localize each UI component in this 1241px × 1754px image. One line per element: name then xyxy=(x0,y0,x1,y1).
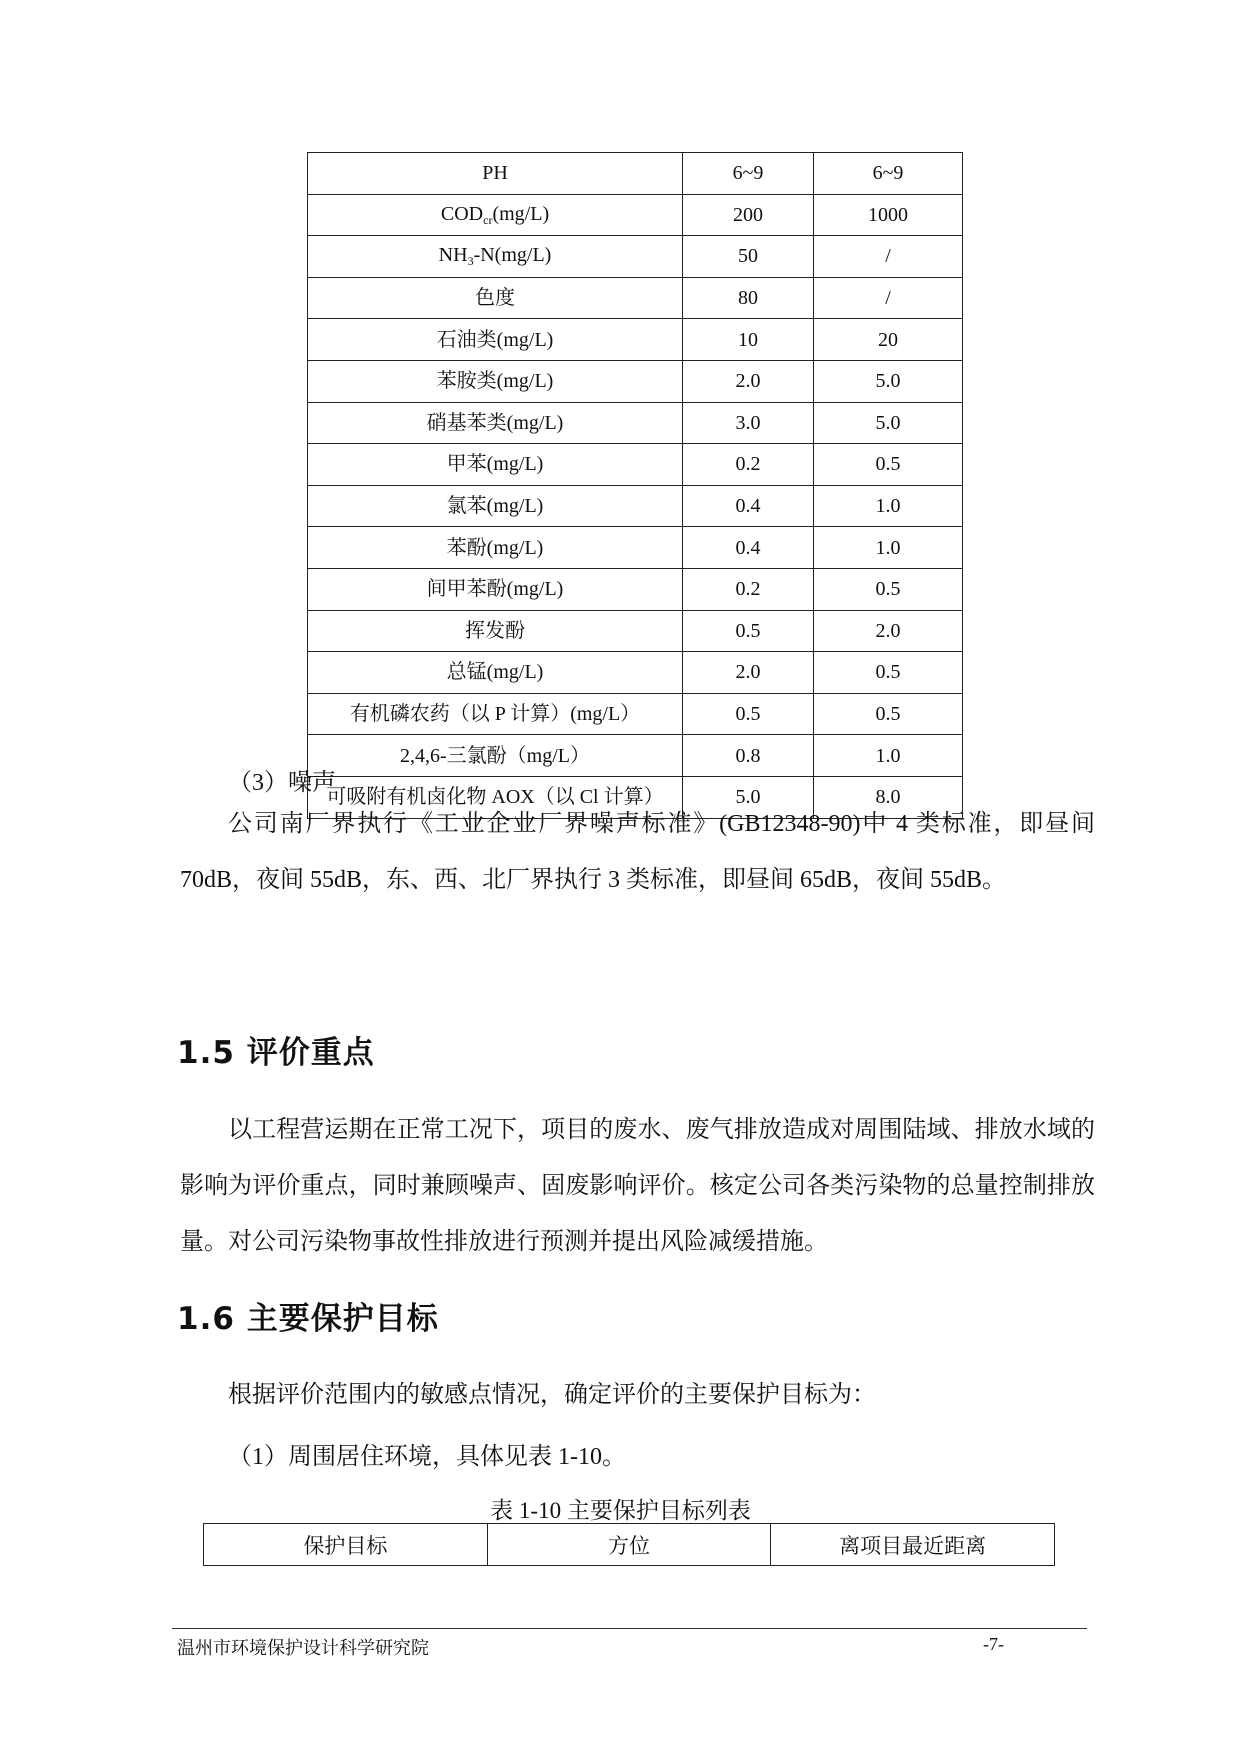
limit-value-cell: 2.0 xyxy=(814,610,963,652)
footer-divider xyxy=(172,1628,1087,1629)
limit-value-cell: 0.4 xyxy=(683,527,814,569)
parameter-cell: 间甲苯酚(mg/L) xyxy=(308,568,683,610)
parameter-cell: 总锰(mg/L) xyxy=(308,652,683,694)
parameter-cell: 甲苯(mg/L) xyxy=(308,444,683,486)
noise-paragraph: 公司南厂界执行《工业企业厂界噪声标准》(GB12348-90)中 4 类标准，即昼间 70dB，夜间 55dB，东、西、北厂界执行 3 类标准，即昼间 65dB，夜间 55dB。 xyxy=(180,811,1095,893)
table-row xyxy=(308,360,963,402)
limit-value-cell: / xyxy=(814,277,963,319)
limit-value-cell: 80 xyxy=(683,277,814,319)
parameter-cell: $NH_3-N(mg/L)$ xyxy=(308,236,683,278)
limit-value-cell: 200 xyxy=(683,194,814,236)
parameter-cell: 可吸附有机卤化物 AOX（以 Cl 计算） xyxy=(308,776,683,818)
section-1-5-paragraph: 以工程营运期在正常工况下，项目的废水、废气排放造成对周围陆域、排放水域的影响为评价重点，同时兼顾噪声、固废影响评价。核定公司各类污染物的总量控制排放量。对公司污染物事故性排放进行预测并提出风险减缓措施。 xyxy=(180,1117,1095,1255)
section-heading-1-5: 1.5 评价重点 xyxy=(177,1035,375,1071)
header-direction: 方位 xyxy=(487,1524,771,1566)
limit-value-cell: 0.5 xyxy=(683,610,814,652)
limit-value-cell: 2.0 xyxy=(683,652,814,694)
limit-value-cell: 6~9 xyxy=(683,153,814,195)
table-row xyxy=(308,735,963,777)
table-row xyxy=(308,568,963,610)
parameter-cell: $COD_{cr}(mg/L)$ xyxy=(308,194,683,236)
parameter-cell: 石油类(mg/L) xyxy=(308,319,683,361)
table-row xyxy=(308,527,963,569)
protection-targets-table xyxy=(203,1523,1055,1566)
section-1-6-intro: 根据评价范围内的敏感点情况，确定评价的主要保护目标为： xyxy=(228,1382,876,1408)
parameter-cell: 氯苯(mg/L) xyxy=(308,485,683,527)
table-row xyxy=(308,652,963,694)
table-row xyxy=(308,610,963,652)
table-row xyxy=(308,485,963,527)
table-row xyxy=(308,693,963,735)
footer-organization: 温州市环境保护设计科学研究院 xyxy=(177,1638,429,1658)
limit-value-cell: 2.0 xyxy=(683,360,814,402)
page-number: -7- xyxy=(983,1634,1004,1654)
section-heading-1-6: 1.6 主要保护目标 xyxy=(177,1301,439,1337)
parameter-cell: 苯酚(mg/L) xyxy=(308,527,683,569)
limit-value-cell: 0.5 xyxy=(683,693,814,735)
limit-value-cell: 0.5 xyxy=(814,693,963,735)
table-row xyxy=(308,277,963,319)
limit-value-cell: 1000 xyxy=(814,194,963,236)
limit-value-cell: 20 xyxy=(814,319,963,361)
noise-label: （3）噪声 xyxy=(228,770,336,796)
limit-value-cell: 0.4 xyxy=(683,485,814,527)
limit-value-cell: 0.5 xyxy=(814,652,963,694)
limit-value-cell: 1.0 xyxy=(814,527,963,569)
table-row xyxy=(308,194,963,236)
table-caption: 表 1-10 主要保护目标列表 xyxy=(490,1498,751,1523)
limit-value-cell: 10 xyxy=(683,319,814,361)
table-row xyxy=(308,236,963,278)
limit-value-cell: 0.5 xyxy=(814,568,963,610)
parameter-cell: PH xyxy=(308,153,683,195)
standards-table xyxy=(307,152,963,819)
limit-value-cell: 0.2 xyxy=(683,444,814,486)
parameter-cell: 挥发酚 xyxy=(308,610,683,652)
parameter-cell: 2,4,6-三氯酚（mg/L） xyxy=(308,735,683,777)
list-item-1: （1）周围居住环境，具体见表 1-10。 xyxy=(228,1444,626,1470)
header-nearest-distance: 离项目最近距离 xyxy=(771,1524,1055,1566)
standards-table-body xyxy=(308,153,963,819)
table-row xyxy=(308,319,963,361)
limit-value-cell: 8.0 xyxy=(814,776,963,818)
limit-value-cell: 1.0 xyxy=(814,485,963,527)
limit-value-cell: 5.0 xyxy=(814,360,963,402)
table-header-row xyxy=(204,1524,1055,1566)
table-row xyxy=(308,153,963,195)
limit-value-cell: / xyxy=(814,236,963,278)
parameter-cell: 色度 xyxy=(308,277,683,319)
limit-value-cell: 0.8 xyxy=(683,735,814,777)
limit-value-cell: 5.0 xyxy=(683,776,814,818)
limit-value-cell: 0.5 xyxy=(814,444,963,486)
limit-value-cell: 50 xyxy=(683,236,814,278)
limit-value-cell: 1.0 xyxy=(814,735,963,777)
table-row xyxy=(308,444,963,486)
parameter-cell: 苯胺类(mg/L) xyxy=(308,360,683,402)
limit-value-cell: 3.0 xyxy=(683,402,814,444)
limit-value-cell: 6~9 xyxy=(814,153,963,195)
parameter-cell: 有机磷农药（以 P 计算）(mg/L） xyxy=(308,693,683,735)
table-row xyxy=(308,402,963,444)
header-protection-target: 保护目标 xyxy=(204,1524,488,1566)
limit-value-cell: 5.0 xyxy=(814,402,963,444)
limit-value-cell: 0.2 xyxy=(683,568,814,610)
parameter-cell: 硝基苯类(mg/L) xyxy=(308,402,683,444)
